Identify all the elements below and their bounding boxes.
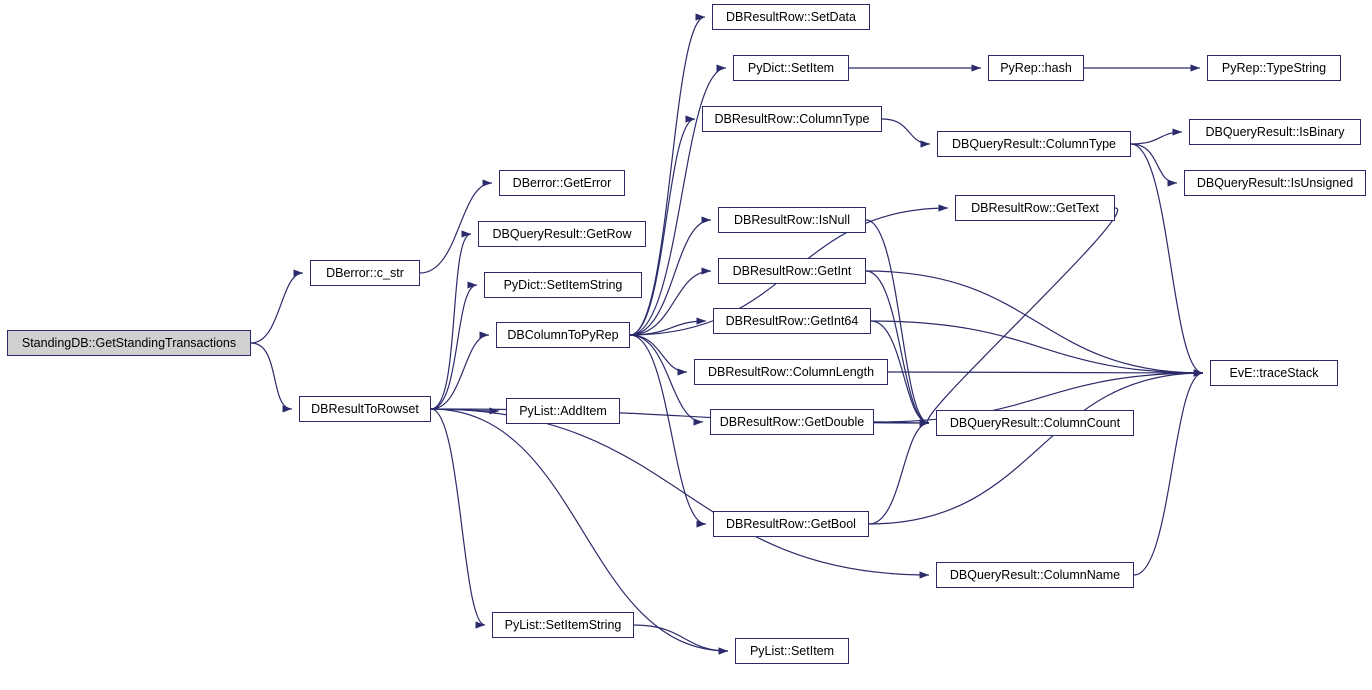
graph-node-getText[interactable]: DBResultRow::GetText <box>955 195 1115 221</box>
graph-node-dictSetItem[interactable]: PyDict::SetItem <box>733 55 849 81</box>
edge-listSetItemStr-to-listSetItem <box>634 625 728 651</box>
edge-qColumnType-to-isBinary <box>1131 132 1182 144</box>
edge-toRowset-to-listSetItemStr <box>431 409 485 625</box>
edge-colToPyRep-to-getInt64 <box>630 321 706 335</box>
graph-node-getDouble[interactable]: DBResultRow::GetDouble <box>710 409 874 435</box>
graph-node-listSetItem[interactable]: PyList::SetItem <box>735 638 849 664</box>
graph-node-traceStack[interactable]: EvE::traceStack <box>1210 360 1338 386</box>
edge-toRowset-to-colToPyRep <box>431 335 489 409</box>
graph-node-addItem[interactable]: PyList::AddItem <box>506 398 620 424</box>
graph-node-isUnsigned[interactable]: DBQueryResult::IsUnsigned <box>1184 170 1366 196</box>
graph-node-qColumnName[interactable]: DBQueryResult::ColumnName <box>936 562 1134 588</box>
graph-node-getRow[interactable]: DBQueryResult::GetRow <box>478 221 646 247</box>
graph-node-typeString[interactable]: PyRep::TypeString <box>1207 55 1341 81</box>
edge-getInt-to-traceStack <box>866 271 1203 373</box>
edge-getInt-to-qColumnCount <box>866 271 929 423</box>
graph-node-columnLength[interactable]: DBResultRow::ColumnLength <box>694 359 888 385</box>
edge-columnLength-to-traceStack <box>888 372 1203 373</box>
edge-isNull-to-qColumnCount <box>866 220 929 423</box>
graph-node-qColumnType[interactable]: DBQueryResult::ColumnType <box>937 131 1131 157</box>
graph-node-pyRepHash[interactable]: PyRep::hash <box>988 55 1084 81</box>
graph-node-c_str[interactable]: DBerror::c_str <box>310 260 420 286</box>
graph-node-listSetItemStr[interactable]: PyList::SetItemString <box>492 612 634 638</box>
edge-toRowset-to-setItemString <box>431 285 477 409</box>
graph-node-isNull[interactable]: DBResultRow::IsNull <box>718 207 866 233</box>
graph-node-columnType[interactable]: DBResultRow::ColumnType <box>702 106 882 132</box>
edge-getText-to-qColumnCount <box>927 208 1117 423</box>
graph-node-root[interactable]: StandingDB::GetStandingTransactions <box>7 330 251 356</box>
edge-qColumnName-to-traceStack <box>1134 373 1203 575</box>
edge-toRowset-to-addItem <box>431 409 499 411</box>
edge-columnType-to-qColumnType <box>882 119 930 144</box>
graph-node-isBinary[interactable]: DBQueryResult::IsBinary <box>1189 119 1361 145</box>
edge-qColumnType-to-isUnsigned <box>1131 144 1177 183</box>
edge-getInt64-to-traceStack <box>871 321 1203 373</box>
graph-node-getInt[interactable]: DBResultRow::GetInt <box>718 258 866 284</box>
edge-colToPyRep-to-columnLength <box>630 335 687 372</box>
edge-getBool-to-traceStack <box>869 373 1203 524</box>
graph-node-setData[interactable]: DBResultRow::SetData <box>712 4 870 30</box>
graph-node-qColumnCount[interactable]: DBQueryResult::ColumnCount <box>936 410 1134 436</box>
edge-root-to-c_str <box>251 273 303 343</box>
edge-getBool-to-qColumnCount <box>869 423 929 524</box>
graph-node-getBool[interactable]: DBResultRow::GetBool <box>713 511 869 537</box>
graph-node-getInt64[interactable]: DBResultRow::GetInt64 <box>713 308 871 334</box>
graph-node-getError[interactable]: DBerror::GetError <box>499 170 625 196</box>
graph-node-setItemString[interactable]: PyDict::SetItemString <box>484 272 642 298</box>
edge-colToPyRep-to-getInt <box>630 271 711 335</box>
graph-node-toRowset[interactable]: DBResultToRowset <box>299 396 431 422</box>
edge-getDouble-to-qColumnCount <box>874 422 929 423</box>
edge-toRowset-to-getRow <box>431 234 471 409</box>
graph-node-colToPyRep[interactable]: DBColumnToPyRep <box>496 322 630 348</box>
edge-root-to-toRowset <box>251 343 292 409</box>
edge-colToPyRep-to-getDouble <box>630 335 703 422</box>
